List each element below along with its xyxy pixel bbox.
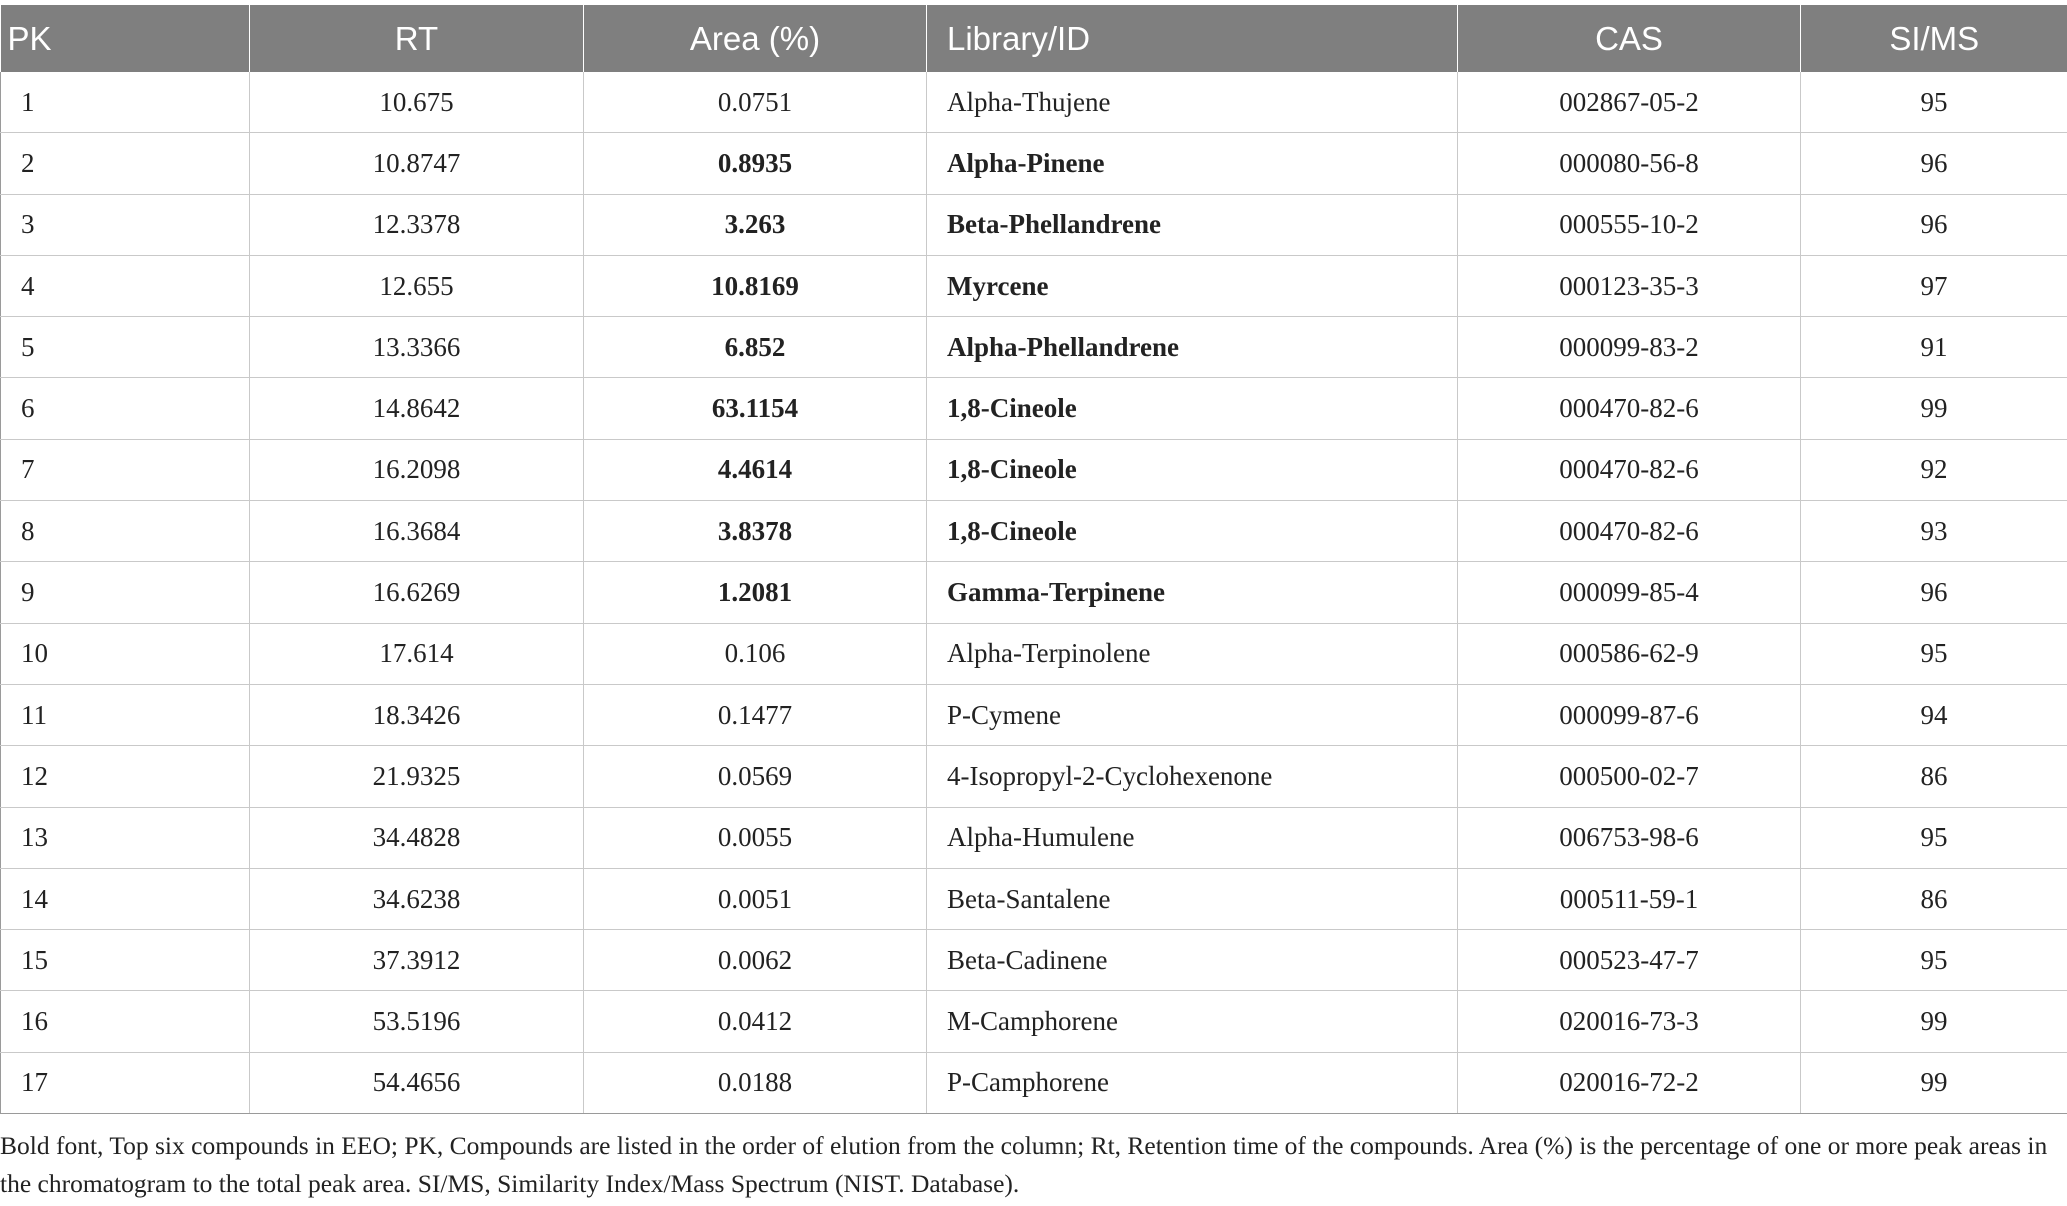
cell-rt: 34.6238 bbox=[250, 868, 584, 929]
table-row bbox=[1, 1052, 2067, 1113]
cell-cas: 000080-56-8 bbox=[1458, 133, 1801, 194]
cell-rt: 18.3426 bbox=[250, 684, 584, 745]
cell-cas: 000099-83-2 bbox=[1458, 317, 1801, 378]
cell-rt: 16.2098 bbox=[250, 439, 584, 500]
cell-cas: 000470-82-6 bbox=[1458, 378, 1801, 439]
header-si-ms: SI/MS bbox=[1801, 5, 2067, 72]
cell-area: 63.1154 bbox=[584, 378, 927, 439]
cell-library-id: Beta-Cadinene bbox=[927, 930, 1458, 991]
table-row bbox=[1, 746, 2067, 807]
cell-pk: 2 bbox=[1, 133, 250, 194]
cell-cas: 020016-72-2 bbox=[1458, 1052, 1801, 1113]
cell-pk: 14 bbox=[1, 868, 250, 929]
cell-library-id: Beta-Phellandrene bbox=[927, 194, 1458, 255]
cell-cas: 000470-82-6 bbox=[1458, 439, 1801, 500]
cell-cas: 000586-62-9 bbox=[1458, 623, 1801, 684]
cell-library-id: Beta-Santalene bbox=[927, 868, 1458, 929]
table-row bbox=[1, 72, 2067, 133]
table-row bbox=[1, 930, 2067, 991]
cell-area: 6.852 bbox=[584, 317, 927, 378]
cell-pk: 1 bbox=[1, 72, 250, 133]
cell-si-ms: 96 bbox=[1801, 562, 2067, 623]
cell-area: 0.0062 bbox=[584, 930, 927, 991]
cell-library-id: P-Camphorene bbox=[927, 1052, 1458, 1113]
cell-area: 0.0188 bbox=[584, 1052, 927, 1113]
cell-area: 0.0051 bbox=[584, 868, 927, 929]
cell-pk: 12 bbox=[1, 746, 250, 807]
cell-si-ms: 92 bbox=[1801, 439, 2067, 500]
cell-cas: 020016-73-3 bbox=[1458, 991, 1801, 1052]
cell-cas: 000511-59-1 bbox=[1458, 868, 1801, 929]
cell-rt: 34.4828 bbox=[250, 807, 584, 868]
cell-cas: 000523-47-7 bbox=[1458, 930, 1801, 991]
cell-si-ms: 93 bbox=[1801, 501, 2067, 562]
cell-pk: 15 bbox=[1, 930, 250, 991]
cell-library-id: Alpha-Pinene bbox=[927, 133, 1458, 194]
table-body bbox=[1, 72, 2067, 1114]
table-row bbox=[1, 255, 2067, 316]
table-row bbox=[1, 501, 2067, 562]
table-row bbox=[1, 439, 2067, 500]
cell-si-ms: 91 bbox=[1801, 317, 2067, 378]
cell-library-id: 1,8-Cineole bbox=[927, 501, 1458, 562]
cell-area: 0.106 bbox=[584, 623, 927, 684]
cell-si-ms: 99 bbox=[1801, 378, 2067, 439]
cell-cas: 006753-98-6 bbox=[1458, 807, 1801, 868]
cell-si-ms: 96 bbox=[1801, 133, 2067, 194]
cell-library-id: Alpha-Terpinolene bbox=[927, 623, 1458, 684]
table-row bbox=[1, 991, 2067, 1052]
compound-table-container bbox=[0, 5, 2067, 1114]
cell-area: 10.8169 bbox=[584, 255, 927, 316]
cell-rt: 53.5196 bbox=[250, 991, 584, 1052]
cell-library-id: Alpha-Humulene bbox=[927, 807, 1458, 868]
cell-cas: 000555-10-2 bbox=[1458, 194, 1801, 255]
cell-rt: 10.675 bbox=[250, 72, 584, 133]
cell-cas: 000123-35-3 bbox=[1458, 255, 1801, 316]
cell-rt: 16.6269 bbox=[250, 562, 584, 623]
cell-pk: 3 bbox=[1, 194, 250, 255]
table-row bbox=[1, 133, 2067, 194]
cell-library-id: Myrcene bbox=[927, 255, 1458, 316]
cell-library-id: 4-Isopropyl-2-Cyclohexenone bbox=[927, 746, 1458, 807]
cell-si-ms: 99 bbox=[1801, 1052, 2067, 1113]
cell-si-ms: 95 bbox=[1801, 807, 2067, 868]
table-row bbox=[1, 378, 2067, 439]
cell-library-id: 1,8-Cineole bbox=[927, 378, 1458, 439]
cell-pk: 9 bbox=[1, 562, 250, 623]
cell-si-ms: 95 bbox=[1801, 930, 2067, 991]
cell-cas: 000470-82-6 bbox=[1458, 501, 1801, 562]
cell-library-id: P-Cymene bbox=[927, 684, 1458, 745]
cell-area: 0.0751 bbox=[584, 72, 927, 133]
cell-pk: 13 bbox=[1, 807, 250, 868]
table-row bbox=[1, 807, 2067, 868]
cell-rt: 10.8747 bbox=[250, 133, 584, 194]
header-cas: CAS bbox=[1458, 5, 1801, 72]
cell-area: 0.0569 bbox=[584, 746, 927, 807]
header-pk: PK bbox=[1, 5, 250, 72]
cell-area: 3.263 bbox=[584, 194, 927, 255]
compound-table bbox=[0, 5, 2067, 1114]
cell-rt: 54.4656 bbox=[250, 1052, 584, 1113]
cell-pk: 17 bbox=[1, 1052, 250, 1113]
cell-rt: 16.3684 bbox=[250, 501, 584, 562]
table-footnote: Bold font, Top six compounds in EEO; PK, Compounds are listed in the order of elution from the column; Rt, Retention time of the compounds. Area (%) is the percentage of one or more peak areas in the chromatogram to the total peak area. SI/MS, Similarity Index/Mass Spectrum (NIST. Database). bbox=[0, 1131, 2048, 1198]
cell-pk: 6 bbox=[1, 378, 250, 439]
cell-rt: 13.3366 bbox=[250, 317, 584, 378]
cell-cas: 000500-02-7 bbox=[1458, 746, 1801, 807]
cell-si-ms: 94 bbox=[1801, 684, 2067, 745]
cell-area: 0.0412 bbox=[584, 991, 927, 1052]
cell-area: 4.4614 bbox=[584, 439, 927, 500]
cell-area: 1.2081 bbox=[584, 562, 927, 623]
cell-pk: 10 bbox=[1, 623, 250, 684]
cell-pk: 16 bbox=[1, 991, 250, 1052]
cell-rt: 37.3912 bbox=[250, 930, 584, 991]
cell-si-ms: 97 bbox=[1801, 255, 2067, 316]
cell-area: 0.1477 bbox=[584, 684, 927, 745]
cell-pk: 11 bbox=[1, 684, 250, 745]
cell-rt: 12.655 bbox=[250, 255, 584, 316]
table-row bbox=[1, 623, 2067, 684]
cell-area: 0.0055 bbox=[584, 807, 927, 868]
cell-library-id: Gamma-Terpinene bbox=[927, 562, 1458, 623]
header-library-id: Library/ID bbox=[927, 5, 1458, 72]
cell-rt: 17.614 bbox=[250, 623, 584, 684]
header-rt: RT bbox=[250, 5, 584, 72]
cell-library-id: Alpha-Phellandrene bbox=[927, 317, 1458, 378]
cell-rt: 14.8642 bbox=[250, 378, 584, 439]
table-row bbox=[1, 868, 2067, 929]
cell-si-ms: 86 bbox=[1801, 868, 2067, 929]
cell-library-id: M-Camphorene bbox=[927, 991, 1458, 1052]
cell-si-ms: 95 bbox=[1801, 72, 2067, 133]
cell-rt: 12.3378 bbox=[250, 194, 584, 255]
cell-cas: 002867-05-2 bbox=[1458, 72, 1801, 133]
cell-cas: 000099-87-6 bbox=[1458, 684, 1801, 745]
table-row bbox=[1, 562, 2067, 623]
table-row bbox=[1, 684, 2067, 745]
cell-area: 0.8935 bbox=[584, 133, 927, 194]
table-row bbox=[1, 194, 2067, 255]
cell-rt: 21.9325 bbox=[250, 746, 584, 807]
cell-area: 3.8378 bbox=[584, 501, 927, 562]
cell-si-ms: 96 bbox=[1801, 194, 2067, 255]
table-header bbox=[1, 5, 2067, 72]
header-row bbox=[1, 5, 2067, 72]
cell-pk: 4 bbox=[1, 255, 250, 316]
cell-pk: 5 bbox=[1, 317, 250, 378]
table-row bbox=[1, 317, 2067, 378]
cell-pk: 8 bbox=[1, 501, 250, 562]
cell-si-ms: 99 bbox=[1801, 991, 2067, 1052]
cell-pk: 7 bbox=[1, 439, 250, 500]
header-area: Area (%) bbox=[584, 5, 927, 72]
cell-si-ms: 95 bbox=[1801, 623, 2067, 684]
cell-si-ms: 86 bbox=[1801, 746, 2067, 807]
cell-library-id: 1,8-Cineole bbox=[927, 439, 1458, 500]
cell-cas: 000099-85-4 bbox=[1458, 562, 1801, 623]
cell-library-id: Alpha-Thujene bbox=[927, 72, 1458, 133]
